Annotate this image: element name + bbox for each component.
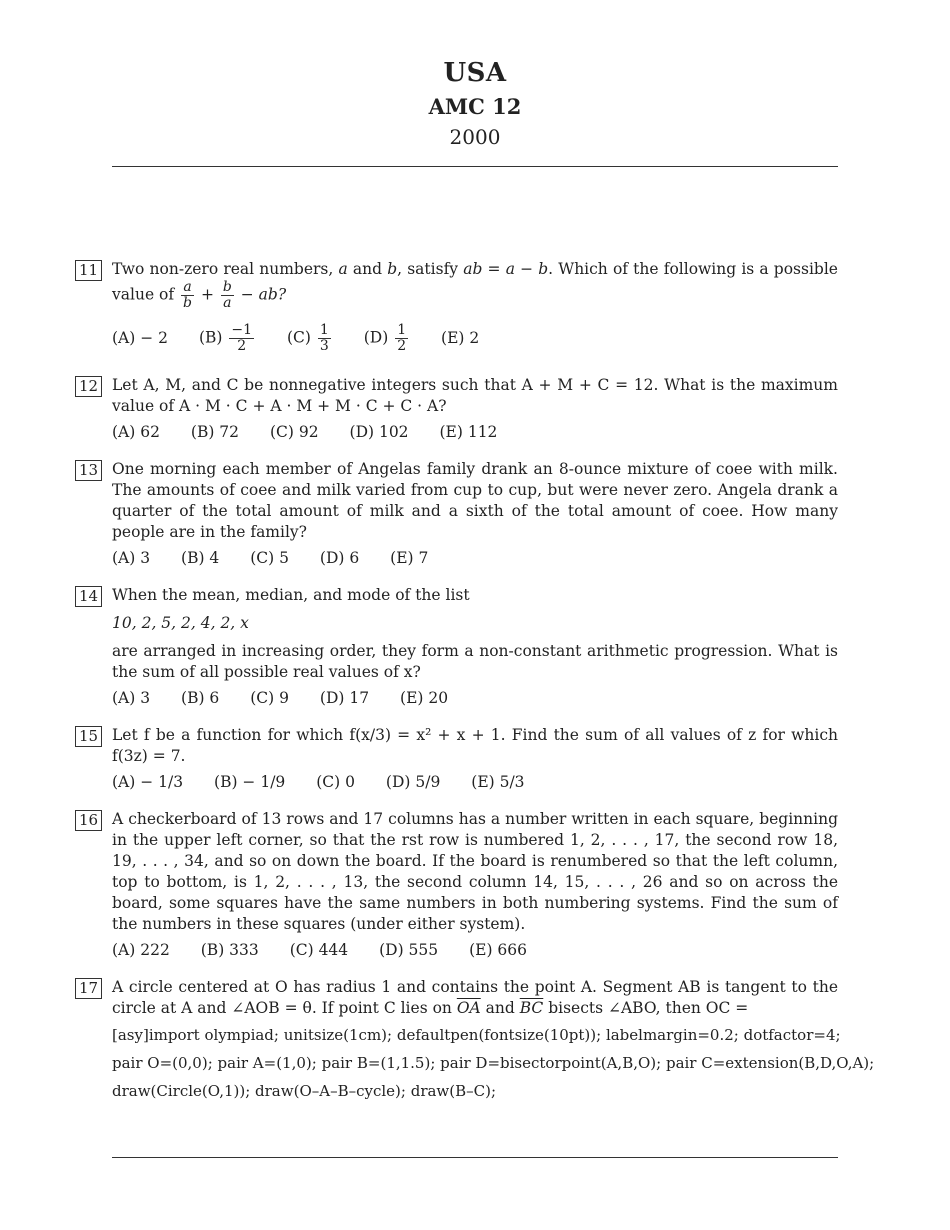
problem-text: One morning each member of Angelas family drank an 8-ounce mixture of coee with milk. The amounts of coee and milk varied from cup to cup, but were never zero. Angela drank a quarter of the total amount of milk and a sixth of the total amount of coee. How many people are in the family? xyxy=(112,460,838,541)
problem-number: 12 xyxy=(75,376,102,397)
problem-text: Two non-zero real numbers, a and b, satisfy ab = a − b. Which of the following is a possible value of $\frac{a}{b}$ + $\frac{b}{a}$ − ab? xyxy=(112,260,838,311)
problem-number: 16 xyxy=(75,810,102,831)
answer-choices xyxy=(112,689,474,707)
choice-a: (A) − 1/3 xyxy=(112,773,184,791)
choice-a: (A) 3 xyxy=(112,549,151,567)
choice-c: (C) 5 xyxy=(250,549,289,567)
answer-choices xyxy=(112,323,505,354)
choice-c: (C) 444 xyxy=(289,941,349,959)
choice-b: (B) − 1/9 xyxy=(214,773,286,791)
choice-b: (B) 4 xyxy=(181,549,220,567)
choice-c: (C) $\frac{1}{3}$ xyxy=(286,322,329,354)
choice-c: (C) 92 xyxy=(269,423,319,441)
choice-e: (E) 2 xyxy=(441,328,480,347)
answer-choices xyxy=(112,549,454,567)
choice-a: (A) 62 xyxy=(112,423,160,441)
problem-text: A checkerboard of 13 rows and 17 columns has a number written in each square, beginning in the upper left corner, so that the rst row is numbered 1, 2, . . . , 17, the second row 18, 19, . . . , 34, and so on down the board. If the board is renumbered so that the left column, top to bottom, is 1, 2, . . . , 13, the second column 14, 15, . . . , 26 and so on across the board, some squares have the same numbers in both numbering systems. Find the sum of the numbers in these squares (under either system). xyxy=(112,810,838,933)
top-divider xyxy=(112,166,838,167)
choice-d: (D) 17 xyxy=(319,689,370,707)
problem-text: A circle centered at O has radius 1 and contains the point A. Segment AB is tangent to the circle at A and ∠AOB = θ. If point C lies on $\overline{OA}$ and $\overline{BC}$ bisects ∠ABO, then OC = xyxy=(112,978,838,1017)
problem-text: Let A, M, and C be nonnegative integers such that A + M + C = 12. What is the maximum value of A · M · C + A · M + M · C + C · A? xyxy=(112,376,838,415)
choice-d: (D) 555 xyxy=(379,941,439,959)
choice-d: (D) 102 xyxy=(349,423,409,441)
choice-e: (E) 20 xyxy=(400,689,449,707)
answer-choices xyxy=(112,423,523,441)
fraction-b-over-a: $\frac{b}{a}$ xyxy=(222,279,232,311)
choice-e: (E) 5/3 xyxy=(471,773,525,791)
choice-a: (A) 3 xyxy=(112,689,151,707)
choice-b: (B) 6 xyxy=(181,689,220,707)
choice-b: (B) 72 xyxy=(190,423,240,441)
choice-e: (E) 112 xyxy=(439,423,498,441)
number-list: 10, 2, 5, 2, 4, 2, x xyxy=(112,614,249,632)
problem-number: 11 xyxy=(75,260,102,281)
problem-number: 15 xyxy=(75,726,102,747)
segment-oa: $\overline{OA}$ xyxy=(456,999,481,1017)
problem-number: 17 xyxy=(75,978,102,999)
choice-c: (C) 0 xyxy=(316,773,355,791)
contest-title: AMC 12 xyxy=(428,94,522,119)
choice-e: (E) 7 xyxy=(390,549,429,567)
asy-code-line-1: [asy]import olympiad; unitsize(1cm); defaultpen(fontsize(10pt)); labelmargin=0.2; dotfactor=4; xyxy=(112,1026,841,1044)
year-title: 2000 xyxy=(449,125,501,149)
country-title: USA xyxy=(443,58,507,88)
choice-e: (E) 666 xyxy=(469,941,527,959)
problem-number: 14 xyxy=(75,586,102,607)
problem-text: Let f be a function for which f(x/3) = x² + x + 1. Find the sum of all values of z for which f(3z) = 7. xyxy=(112,726,838,765)
problem-text: When the mean, median, and mode of the list xyxy=(112,586,470,604)
problem-text-continued: are arranged in increasing order, they form a non-constant arithmetic progression. What is the sum of all possible real values of x? xyxy=(112,642,838,681)
choice-d: (D) 6 xyxy=(319,549,360,567)
segment-bc: $\overline{BC}$ xyxy=(519,999,544,1017)
bottom-divider xyxy=(112,1157,838,1158)
choice-b: (B) $\frac{-1}{2}$ xyxy=(198,322,253,354)
choice-d: (D) 5/9 xyxy=(385,773,441,791)
asy-code-line-2: pair O=(0,0); pair A=(1,0); pair B=(1,1.5); pair D=bisectorpoint(A,B,O); pair C=extension(B,D,O,A); xyxy=(112,1054,875,1072)
answer-choices xyxy=(112,773,551,791)
fraction-a-over-b: $\frac{a}{b}$ xyxy=(183,279,193,311)
problem-number: 13 xyxy=(75,460,102,481)
choice-a: (A) − 2 xyxy=(112,328,168,347)
asy-code-line-3: draw(Circle(O,1)); draw(O–A–B–cycle); draw(B–C); xyxy=(112,1082,497,1100)
choice-c: (C) 9 xyxy=(250,689,289,707)
choice-d: (D) $\frac{1}{2}$ xyxy=(363,322,407,354)
choice-b: (B) 333 xyxy=(200,941,259,959)
answer-choices xyxy=(112,941,553,959)
choice-a: (A) 222 xyxy=(112,941,170,959)
